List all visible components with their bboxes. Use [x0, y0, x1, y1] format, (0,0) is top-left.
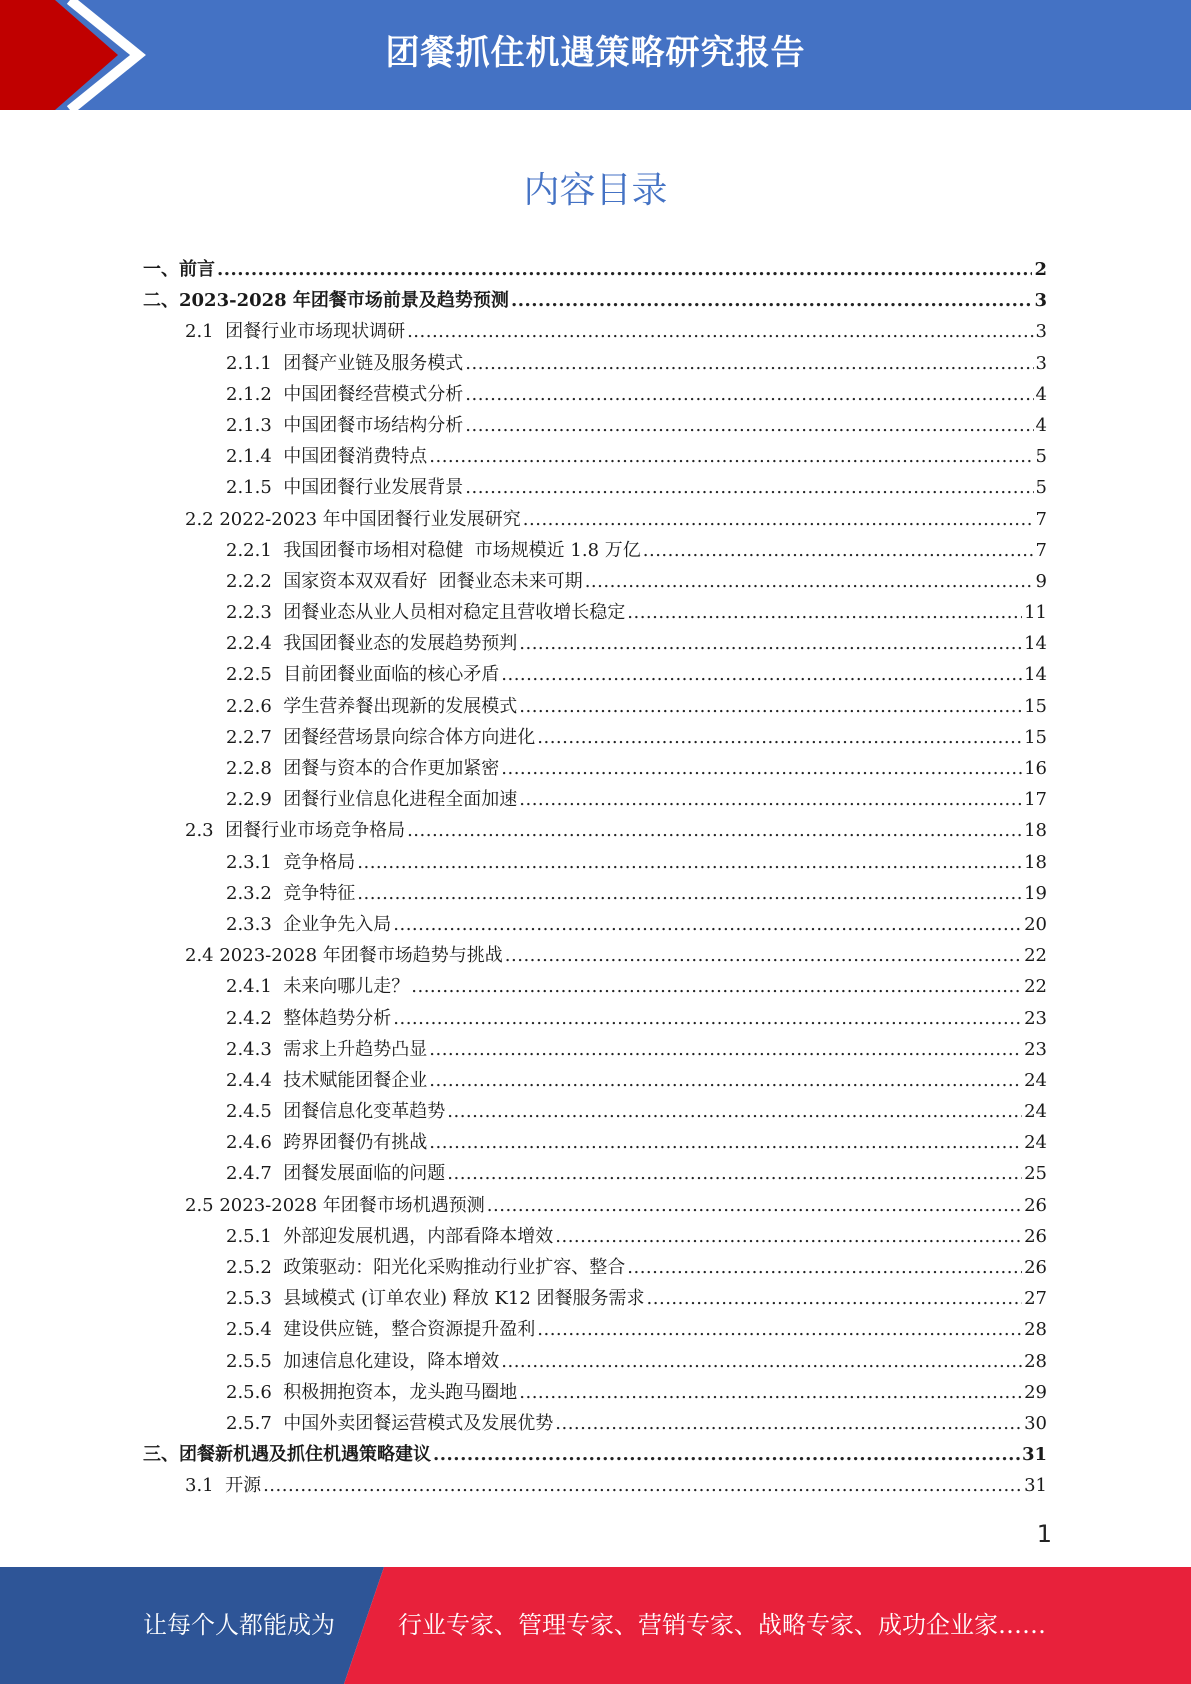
- page-header: [0, 0, 1191, 110]
- toc-entry[interactable]: [143, 597, 1047, 628]
- toc-entry[interactable]: [143, 535, 1047, 566]
- toc-entry[interactable]: [143, 878, 1047, 909]
- toc-entry[interactable]: [143, 566, 1047, 597]
- toc-heading: 内容目录: [523, 170, 668, 211]
- toc-leader-dots: [519, 1377, 1022, 1408]
- toc-leader-dots: [627, 1252, 1022, 1283]
- toc-entry[interactable]: [143, 784, 1047, 815]
- toc-entry[interactable]: [143, 316, 1047, 347]
- toc-entry-label: 2.2.1 我国团餐市场相对稳健 市场规模近 1.8 万亿: [226, 539, 641, 561]
- toc-entry-label: 2.1 团餐行业市场现状调研: [185, 321, 406, 343]
- toc-entry[interactable]: [143, 441, 1047, 472]
- toc-entry-label: 三、团餐新机遇及抓住机遇策略建议: [143, 1444, 431, 1466]
- toc-entry-page: 26: [1024, 1194, 1047, 1216]
- toc-entry-page: 24: [1024, 1132, 1047, 1154]
- toc-entry-label: 2.2.9 团餐行业信息化进程全面加速: [226, 789, 518, 811]
- toc-entry-page: 19: [1024, 882, 1047, 904]
- toc-entry[interactable]: [143, 971, 1047, 1002]
- toc-entry[interactable]: [143, 691, 1047, 722]
- toc-entry-label: 2.5.7 中国外卖团餐运营模式及发展优势: [226, 1412, 554, 1434]
- toc-leader-dots: [511, 285, 1033, 316]
- toc-entry[interactable]: [143, 1314, 1047, 1345]
- toc-entry-label: 2.4.7 团餐发展面临的问题: [226, 1163, 446, 1185]
- toc-entry-label: 2.2 2022-2023 年中国团餐行业发展研究: [185, 508, 521, 530]
- page-number: 1: [1036, 1520, 1052, 1548]
- toc-entry-label: 3.1 开源: [185, 1475, 262, 1497]
- toc-entry[interactable]: [143, 909, 1047, 940]
- toc-entry-label: 2.1.2 中国团餐经营模式分析: [226, 383, 464, 405]
- toc-leader-dots: [411, 971, 1022, 1002]
- toc-entry-page: 7: [1035, 539, 1047, 561]
- toc-entry[interactable]: [143, 1470, 1047, 1501]
- toc-entry-label: 2.2.7 团餐经营场景向综合体方向进化: [226, 726, 536, 748]
- toc-entry-label: 2.4.2 整体趋势分析: [226, 1007, 392, 1029]
- toc-entry-label: 2.1.5 中国团餐行业发展背景: [226, 477, 464, 499]
- toc-leader-dots: [519, 784, 1022, 815]
- toc-entry-page: 18: [1024, 851, 1047, 873]
- toc-entry[interactable]: [143, 1377, 1047, 1408]
- toc-leader-dots: [429, 1034, 1022, 1065]
- toc-entry[interactable]: [143, 254, 1047, 285]
- toc-entry[interactable]: [143, 815, 1047, 846]
- toc-entry-label: 2.1.1 团餐产业链及服务模式: [226, 352, 464, 374]
- toc-entry-page: 9: [1035, 570, 1047, 592]
- toc-entry-page: 31: [1024, 1475, 1047, 1497]
- toc-entry-page: 3: [1035, 352, 1047, 374]
- toc-entry-page: 24: [1024, 1101, 1047, 1123]
- page-footer: [0, 1567, 1191, 1684]
- toc-entry[interactable]: [143, 410, 1047, 441]
- toc-leader-dots: [537, 722, 1022, 753]
- toc-entry[interactable]: [143, 1346, 1047, 1377]
- toc-entry-page: 4: [1035, 414, 1047, 436]
- toc-entry[interactable]: [143, 379, 1047, 410]
- toc-entry-page: 16: [1024, 758, 1047, 779]
- toc-entry[interactable]: [143, 1127, 1047, 1158]
- toc-leader-dots: [647, 1283, 1023, 1314]
- toc-entry-label: 2.2.4 我国团餐业态的发展趋势预判: [226, 633, 518, 655]
- toc-entry-page: 2: [1034, 259, 1047, 280]
- toc-leader-dots: [501, 659, 1022, 690]
- toc-entry-page: 14: [1024, 633, 1047, 655]
- toc-entry[interactable]: [143, 940, 1047, 971]
- toc-entry-label: 2.4.3 需求上升趋势凸显: [226, 1038, 428, 1060]
- toc-entry[interactable]: [143, 1283, 1047, 1314]
- toc-entry-label: 2.4.6 跨界团餐仍有挑战: [226, 1132, 428, 1154]
- table-of-contents: [143, 254, 1047, 1502]
- toc-entry-label: 2.2.8 团餐与资本的合作更加紧密: [226, 758, 500, 779]
- toc-entry-page: 4: [1035, 383, 1047, 405]
- toc-entry-page: 26: [1024, 1225, 1047, 1247]
- toc-entry[interactable]: [143, 628, 1047, 659]
- toc-entry[interactable]: [143, 1190, 1047, 1221]
- toc-leader-dots: [627, 597, 1022, 628]
- toc-entry[interactable]: [143, 847, 1047, 878]
- toc-leader-dots: [555, 1408, 1022, 1439]
- toc-leader-dots: [487, 1190, 1022, 1221]
- toc-entry-page: 28: [1024, 1319, 1047, 1341]
- toc-entry-label: 2.2.6 学生营养餐出现新的发展模式: [226, 695, 518, 717]
- toc-leader-dots: [393, 909, 1022, 940]
- toc-leader-dots: [407, 815, 1022, 846]
- toc-leader-dots: [447, 1158, 1022, 1189]
- toc-entry-page: 24: [1024, 1069, 1047, 1091]
- toc-entry-label: 2.5.4 建设供应链，整合资源提升盈利: [226, 1319, 536, 1341]
- toc-entry-label: 二、2023-2028 年团餐市场前景及趋势预测: [143, 290, 509, 312]
- toc-leader-dots: [465, 379, 1033, 410]
- toc-entry-label: 2.1.3 中国团餐市场结构分析: [226, 414, 464, 436]
- toc-entry-page: 14: [1024, 664, 1047, 686]
- toc-leader-dots: [447, 1096, 1022, 1127]
- toc-entry[interactable]: [143, 1065, 1047, 1096]
- toc-leader-dots: [429, 441, 1033, 472]
- toc-entry[interactable]: [143, 1439, 1047, 1470]
- toc-entry-label: 2.2.2 国家资本双双看好 团餐业态未来可期: [226, 570, 583, 592]
- toc-leader-dots: [393, 1003, 1022, 1034]
- toc-entry[interactable]: [143, 472, 1047, 503]
- toc-leader-dots: [523, 504, 1034, 535]
- toc-entry-page: 31: [1021, 1444, 1047, 1466]
- toc-leader-dots: [519, 691, 1022, 722]
- toc-entry[interactable]: [143, 722, 1047, 753]
- toc-entry-page: 11: [1024, 602, 1047, 624]
- toc-entry-label: 2.5.2 政策驱动：阳光化采购推动行业扩容、整合: [226, 1257, 626, 1278]
- toc-entry[interactable]: [143, 1252, 1047, 1283]
- toc-entry-page: 25: [1024, 1163, 1047, 1185]
- toc-entry-label: 一、前言: [143, 259, 215, 280]
- toc-entry-label: 2.5.5 加速信息化建设，降本增效: [226, 1350, 500, 1372]
- toc-entry-page: 20: [1024, 913, 1047, 935]
- toc-entry-label: 2.2.5 目前团餐业面临的核心矛盾: [226, 664, 500, 686]
- toc-entry-page: 22: [1024, 976, 1047, 998]
- report-title: 团餐抓住机遇策略研究报告: [385, 33, 806, 73]
- toc-entry[interactable]: [143, 1221, 1047, 1252]
- toc-entry-page: 30: [1024, 1412, 1047, 1434]
- toc-entry-page: 3: [1035, 321, 1047, 343]
- toc-leader-dots: [537, 1314, 1022, 1345]
- toc-entry-label: 2.4.1 未来向哪儿走？: [226, 976, 410, 998]
- toc-entry-label: 2.5 2023-2028 年团餐市场机遇预测: [185, 1194, 485, 1216]
- toc-leader-dots: [501, 1346, 1022, 1377]
- toc-entry[interactable]: [143, 1034, 1047, 1065]
- toc-entry-page: 15: [1024, 695, 1047, 717]
- toc-entry-label: 2.3.3 企业争先入局: [226, 913, 392, 935]
- toc-entry-label: 2.4.5 团餐信息化变革趋势: [226, 1101, 446, 1123]
- toc-leader-dots: [505, 940, 1022, 971]
- toc-entry-page: 7: [1035, 508, 1047, 530]
- toc-entry-page: 18: [1024, 820, 1047, 842]
- toc-leader-dots: [429, 1127, 1022, 1158]
- toc-entry[interactable]: [143, 1003, 1047, 1034]
- toc-entry-page: 3: [1034, 290, 1047, 312]
- toc-leader-dots: [357, 878, 1022, 909]
- toc-entry-page: 27: [1024, 1288, 1047, 1310]
- toc-entry[interactable]: [143, 659, 1047, 690]
- toc-leader-dots: [263, 1470, 1022, 1501]
- toc-entry-label: 2.5.3 县域模式 (订单农业) 释放 K12 团餐服务需求: [226, 1288, 645, 1310]
- toc-entry-label: 2.4 2023-2028 年团餐市场趋势与挑战: [185, 945, 503, 967]
- toc-leader-dots: [585, 566, 1034, 597]
- toc-entry[interactable]: [143, 753, 1047, 784]
- toc-entry-label: 2.3.1 竞争格局: [226, 851, 356, 873]
- toc-leader-dots: [465, 472, 1033, 503]
- toc-entry[interactable]: [143, 1408, 1047, 1439]
- toc-leader-dots: [407, 316, 1033, 347]
- toc-entry[interactable]: [143, 504, 1047, 535]
- toc-entry-page: 23: [1024, 1007, 1047, 1029]
- toc-leader-dots: [217, 254, 1032, 285]
- toc-entry[interactable]: [143, 1158, 1047, 1189]
- toc-entry-label: 2.2.3 团餐业态从业人员相对稳定且营收增长稳定: [226, 602, 626, 624]
- toc-leader-dots: [465, 410, 1033, 441]
- toc-leader-dots: [433, 1439, 1020, 1470]
- toc-entry-label: 2.1.4 中国团餐消费特点: [226, 446, 428, 468]
- toc-entry[interactable]: [143, 1096, 1047, 1127]
- toc-leader-dots: [357, 847, 1022, 878]
- toc-entry-page: 23: [1024, 1038, 1047, 1060]
- toc-leader-dots: [555, 1221, 1022, 1252]
- toc-leader-dots: [429, 1065, 1022, 1096]
- toc-leader-dots: [501, 753, 1022, 784]
- toc-leader-dots: [643, 535, 1034, 566]
- footer-slogan-right: 行业专家、管理专家、营销专家、战略专家、成功企业家……: [398, 1611, 1046, 1639]
- toc-entry-page: 22: [1024, 945, 1047, 967]
- toc-entry[interactable]: [143, 348, 1047, 379]
- toc-leader-dots: [519, 628, 1022, 659]
- toc-entry-page: 26: [1024, 1257, 1047, 1278]
- toc-entry-page: 28: [1024, 1350, 1047, 1372]
- toc-leader-dots: [465, 348, 1033, 379]
- toc-entry-page: 5: [1035, 477, 1047, 499]
- toc-entry-page: 17: [1024, 789, 1047, 811]
- toc-entry-page: 29: [1024, 1381, 1047, 1403]
- toc-entry-label: 2.4.4 技术赋能团餐企业: [226, 1069, 428, 1091]
- toc-entry-label: 2.3.2 竞争特征: [226, 882, 356, 904]
- toc-entry-page: 5: [1035, 446, 1047, 468]
- toc-entry-label: 2.5.6 积极拥抱资本，龙头跑马圈地: [226, 1381, 518, 1403]
- toc-entry-page: 15: [1024, 726, 1047, 748]
- toc-entry-label: 2.5.1 外部迎发展机遇，内部看降本增效: [226, 1225, 554, 1247]
- toc-entry[interactable]: [143, 285, 1047, 316]
- footer-slogan-left: 让每个人都能成为: [143, 1611, 335, 1639]
- toc-entry-label: 2.3 团餐行业市场竞争格局: [185, 820, 406, 842]
